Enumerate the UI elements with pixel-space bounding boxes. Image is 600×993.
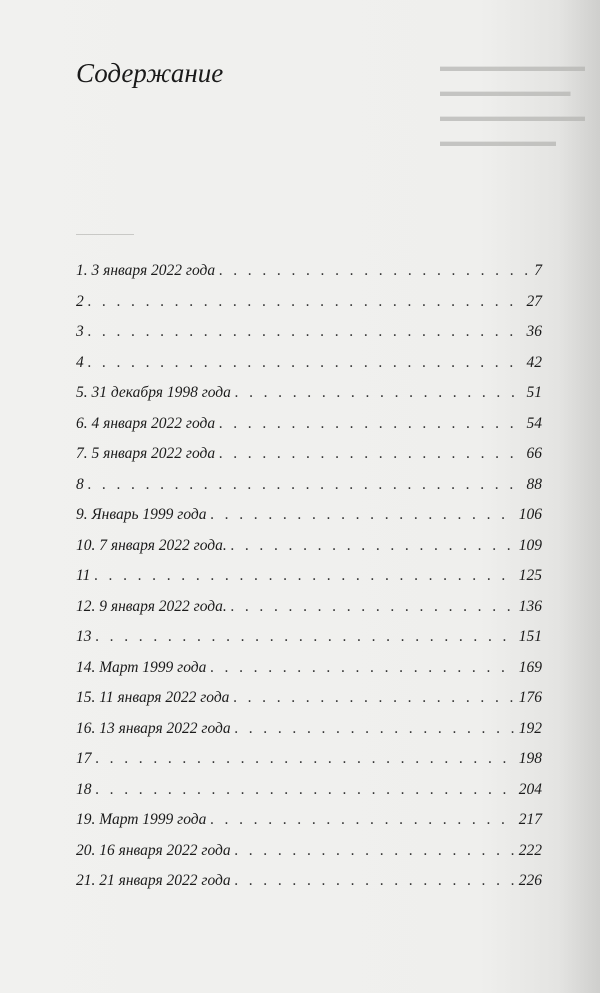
- toc-entry-title: 19. Март 1999 года: [76, 811, 207, 828]
- toc-page-number: 217: [518, 811, 542, 828]
- toc-page-number: 66: [526, 445, 542, 462]
- toc-entry-title: 8: [76, 475, 84, 493]
- toc-entry-title: 4: [76, 353, 84, 371]
- toc-dot-leader: [231, 598, 515, 616]
- toc-row-4: [76, 354, 542, 385]
- toc-dot-leader: [96, 628, 515, 646]
- toc-entry-title: 9. Январь 1999 года: [76, 506, 207, 523]
- toc-row-20: [76, 842, 542, 873]
- toc-row-2: [76, 293, 542, 324]
- toc-dot-leader: [233, 689, 514, 707]
- toc-row-3: [76, 323, 542, 354]
- toc-dot-leader: [88, 323, 523, 341]
- toc-page-number: 42: [526, 353, 542, 371]
- toc-dot-leader: [211, 506, 515, 524]
- toc-row-6: [76, 415, 542, 446]
- toc-entry-title: 15. 11 января 2022 года: [76, 689, 230, 706]
- toc-row-15: [76, 689, 542, 720]
- toc-page-number: 222: [518, 841, 542, 859]
- toc-row-10: [76, 537, 542, 568]
- toc-page-number: 106: [518, 506, 542, 523]
- toc-entry-title: 3: [76, 323, 84, 340]
- toc-row-14: [76, 659, 542, 690]
- toc-dot-leader: [96, 781, 515, 799]
- toc-page-number: 204: [518, 780, 542, 798]
- toc-entry-title: 11: [76, 567, 91, 584]
- toc-entry-title: 2: [76, 292, 84, 310]
- toc-dot-leader: [210, 659, 514, 677]
- toc-dot-leader: [88, 476, 523, 494]
- toc-dot-leader: [235, 720, 515, 738]
- toc-row-5: [76, 384, 542, 415]
- toc-row-7: [76, 445, 542, 476]
- toc-row-12: [76, 598, 542, 629]
- toc-page-number: 88: [526, 475, 542, 493]
- toc-entry-title: 10. 7 января 2022 года.: [76, 536, 227, 554]
- page-title: Содержание: [76, 58, 224, 88]
- toc-entry-title: 5. 31 декабря 1998 года: [76, 384, 231, 401]
- toc-entry-title: 1. 3 января 2022 года: [76, 262, 216, 279]
- toc-entry-title: 12. 9 января 2022 года.: [76, 597, 227, 615]
- toc-row-9: [76, 506, 542, 537]
- toc-page-number: 151: [518, 628, 542, 645]
- toc-row-21: [76, 872, 542, 903]
- toc-entry-title: 7. 5 января 2022 года: [76, 445, 216, 462]
- toc-page-number: 7: [534, 262, 542, 279]
- toc-row-18: [76, 781, 542, 812]
- toc-dot-leader: [219, 445, 522, 463]
- toc-row-19: [76, 811, 542, 842]
- toc-entry-title: 16. 13 января 2022 года: [76, 719, 231, 737]
- table-of-contents: [76, 262, 542, 903]
- toc-page-number: 226: [518, 872, 542, 889]
- toc-dot-leader: [219, 415, 522, 433]
- toc-dot-leader: [88, 293, 523, 311]
- toc-dot-leader: [210, 811, 514, 829]
- toc-dot-leader: [219, 262, 530, 280]
- toc-row-13: [76, 628, 542, 659]
- toc-row-16: [76, 720, 542, 751]
- toc-dot-leader: [235, 872, 515, 890]
- toc-page-number: 54: [526, 414, 542, 432]
- toc-page-number: 27: [526, 292, 542, 310]
- toc-dot-leader: [235, 842, 515, 860]
- toc-row-8: [76, 476, 542, 507]
- toc-entry-title: 21. 21 января 2022 года: [76, 872, 231, 889]
- toc-entry-title: 17: [76, 750, 92, 767]
- toc-dot-leader: [235, 384, 523, 402]
- toc-page-number: 109: [518, 536, 542, 554]
- toc-page-number: 125: [518, 567, 542, 584]
- toc-page-number: 198: [518, 750, 542, 767]
- bleed-through-text: ▬▬▬▬▬▬▬▬▬▬ ▬▬▬▬▬▬▬▬▬ ▬▬▬▬▬▬▬▬▬▬ ▬▬▬▬▬▬▬▬: [440, 59, 585, 150]
- decorative-divider: [76, 234, 134, 235]
- toc-page-number: 51: [526, 384, 542, 401]
- toc-row-1: [76, 262, 542, 293]
- toc-page-number: 36: [526, 323, 542, 340]
- toc-dot-leader: [88, 354, 523, 372]
- toc-entry-title: 6. 4 января 2022 года: [76, 414, 216, 432]
- toc-dot-leader: [94, 567, 514, 585]
- toc-page-number: 176: [518, 689, 542, 706]
- toc-entry-title: 18: [76, 780, 92, 798]
- toc-dot-leader: [231, 537, 515, 555]
- toc-dot-leader: [96, 750, 515, 768]
- toc-page-number: 192: [518, 719, 542, 737]
- toc-entry-title: 13: [76, 628, 92, 645]
- toc-page-number: 136: [518, 597, 542, 615]
- toc-entry-title: 20. 16 января 2022 года: [76, 841, 231, 859]
- toc-entry-title: 14. Март 1999 года: [76, 658, 207, 676]
- toc-row-11: [76, 567, 542, 598]
- toc-page-number: 169: [518, 658, 542, 676]
- toc-row-17: [76, 750, 542, 781]
